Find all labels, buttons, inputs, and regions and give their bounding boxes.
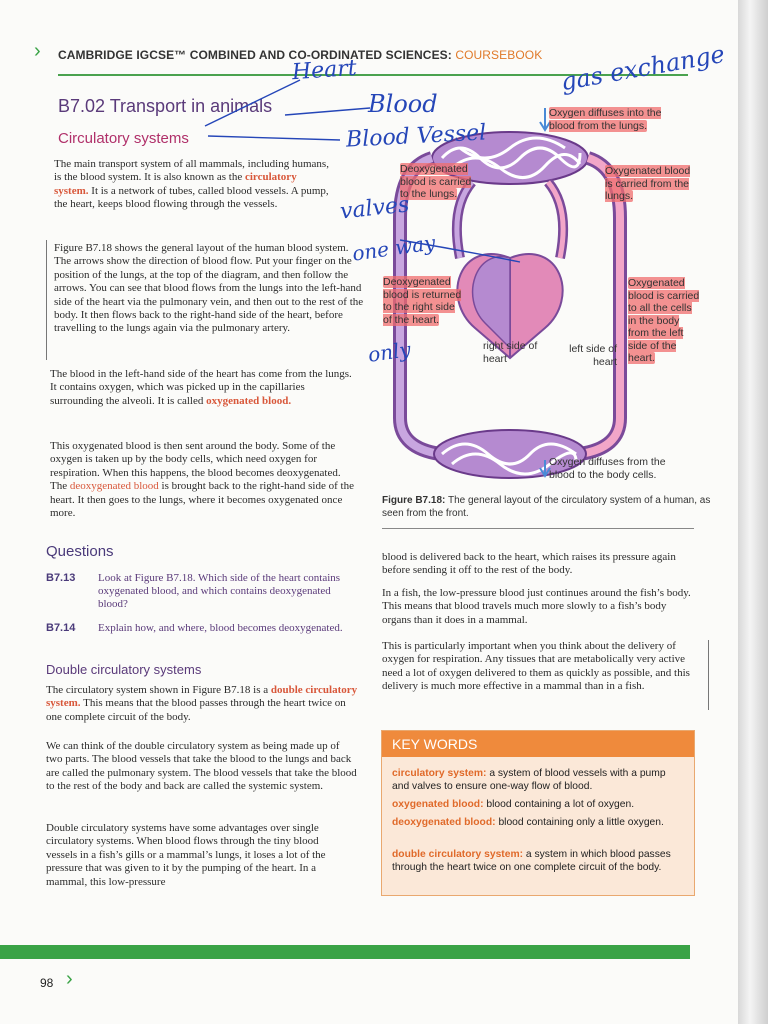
questions-heading: Questions: [46, 543, 114, 560]
paragraph-advantages: Double circulatory systems have some advantages over single circulatory systems. When blood flows through the tiny blood vessels in a fish’s gills or a mammal’s lungs, it loses a lot of the pressure that was given to it by the pumping of the heart. In a mammal, this low-pressure: [46, 822, 326, 888]
double-circulatory-heading: Double circulatory systems: [46, 662, 202, 677]
paragraph-respiration: This is particularly important when you think about the delivery of oxygen for respiration. Any tissues that are metabolically very active need a lot of oxygen delivered to them as quickly as possible, and this delivery is much more effective in a mammal than in a fish.: [382, 640, 690, 693]
paragraph-two-parts: We can think of the double circulatory system as being made up of two parts. The blood vessels that take the blood to the lungs and back are called the pulmonary system. The blood vessels that take the blood to the rest of the body and back are called the systemic system.: [46, 740, 357, 793]
keyword-oxygenated-blood: oxygenated blood.: [206, 394, 292, 407]
label-deoxy-returned: Deoxygenated blood is returned to the right side of the heart.: [383, 276, 462, 326]
handwritten-blood: Blood: [368, 90, 438, 118]
footer-band: [0, 945, 690, 959]
question-number: B7.13: [46, 572, 76, 584]
label-oxy-to-cells: Oxygenated blood is carried to all the cells in the body from the left side of the heart.: [628, 277, 700, 364]
key-words-box: [381, 730, 695, 896]
key-word-item: deoxygenated blood: blood containing only a little oxygen.: [392, 817, 664, 828]
handwritten-heart: Heart: [291, 55, 358, 86]
label-oxygen-out: Oxygen diffuses from the blood to the body cells.: [549, 456, 666, 481]
label-oxy-from-lungs: Oxygenated blood is carried from the lungs.: [605, 165, 691, 202]
paragraph-intro: The main transport system of all mammals, including humans, is the blood system. It is also known as the circulatory system. It is a network of tubes, called blood vessels. A pump, the heart, keeps blood flowing through the vessels.: [54, 158, 329, 211]
keyword-circulatory-system: circulatory system.: [54, 171, 297, 197]
paragraph-fish: In a fish, the low-pressure blood just continues around the fish’s body. This means that blood travels much more slowly to a fish’s body organs than it does in a mammal.: [382, 587, 691, 626]
running-header: CAMBRIDGE IGCSE™ COMBINED AND CO-ORDINATED SCIENCES: COURSEBOOK: [58, 48, 543, 62]
key-word-item: circulatory system: a system of blood vessels with a pump and valves to ensure one-way flow of blood.: [392, 768, 666, 793]
key-words-heading: KEY WORDS: [382, 731, 694, 757]
chevron-right-icon: ›: [34, 40, 41, 62]
margin-bar-right: [708, 640, 709, 710]
section-title: B7.02 Transport in animals: [58, 96, 273, 116]
label-deoxy-to-lungs: Deoxygenated blood is carried to the lungs.: [400, 163, 472, 200]
figure-caption: Figure B7.18: The general layout of the circulatory system of a human, as seen from the front.: [382, 495, 711, 519]
keyword-deoxygenated-blood: deoxygenated blood: [69, 480, 159, 493]
keyword-double-circulatory-system: double circulatory system.: [46, 684, 358, 710]
question-text: Explain how, and where, blood becomes deoxygenated.: [98, 622, 343, 634]
book-gutter-edge: [738, 0, 768, 1024]
handwritten-blood-vessel: Blood Vessel: [345, 120, 487, 153]
label-oxygen-in: Oxygen diffuses into the blood from the lungs.: [549, 107, 662, 132]
paragraph-double-intro: The circulatory system shown in Figure B7.18 is a double circulatory system. This means that the blood passes through the heart twice on one complete circuit of the body.: [46, 684, 358, 723]
question-number: B7.14: [46, 622, 76, 634]
label-right-side-heart: right side of heart: [483, 340, 538, 365]
paragraph-oxygenated: The blood in the left-hand side of the heart has come from the lungs. It contains oxygen, which was picked up in the capillaries surrounding the alveoli. It is called oxygenated blood.: [50, 368, 352, 407]
chevron-right-icon: ›: [66, 968, 73, 990]
paragraph-pressure: blood is delivered back to the heart, which raises its pressure again before sending it off to the rest of the body.: [382, 551, 676, 577]
label-left-side-heart: left side of heart: [569, 343, 617, 368]
question-text: Look at Figure B7.18. Which side of the heart contains oxygenated blood, and which contains deoxygenated blood?: [98, 572, 341, 610]
handwritten-one-way: one way: [350, 230, 437, 266]
paragraph-figure-description: Figure B7.18 shows the general layout of the human blood system. The arrows show the direction of blood flow. Put your finger on the position of the lungs, at the top of the diagram, and then follow the arrows. You can see that blood flows from the lungs into the left-hand side of the heart via the pulmonary vein, and then out to the rest of the body. It then flows back to the right-hand side of the heart, before travelling to the lungs again via the pulmonary artery.: [54, 242, 364, 335]
key-word-item: double circulatory system: a system in which blood passes through the heart twice on one complete circuit of the body.: [392, 849, 671, 874]
subsection-title: Circulatory systems: [58, 130, 189, 147]
margin-bar: [46, 240, 47, 360]
handwritten-gas-exchange: gas exchange: [558, 39, 727, 97]
paragraph-deoxygenated: This oxygenated blood is then sent around the body. Some of the oxygen is taken up by the body cells, which need oxygen for respiration. When this happens, the blood becomes deoxygenated. The deoxygenated blood is brought back to the right-hand side of the heart. It then goes to the lungs, where it becomes oxygenated once more.: [50, 440, 354, 520]
coursebook-label: COURSEBOOK: [455, 48, 543, 62]
caption-rule: [382, 528, 694, 529]
page-number: 98: [40, 976, 54, 990]
key-word-item: oxygenated blood: blood containing a lot of oxygen.: [392, 799, 635, 810]
handwritten-only: only: [366, 337, 413, 367]
handwritten-valves: valves: [338, 192, 411, 225]
